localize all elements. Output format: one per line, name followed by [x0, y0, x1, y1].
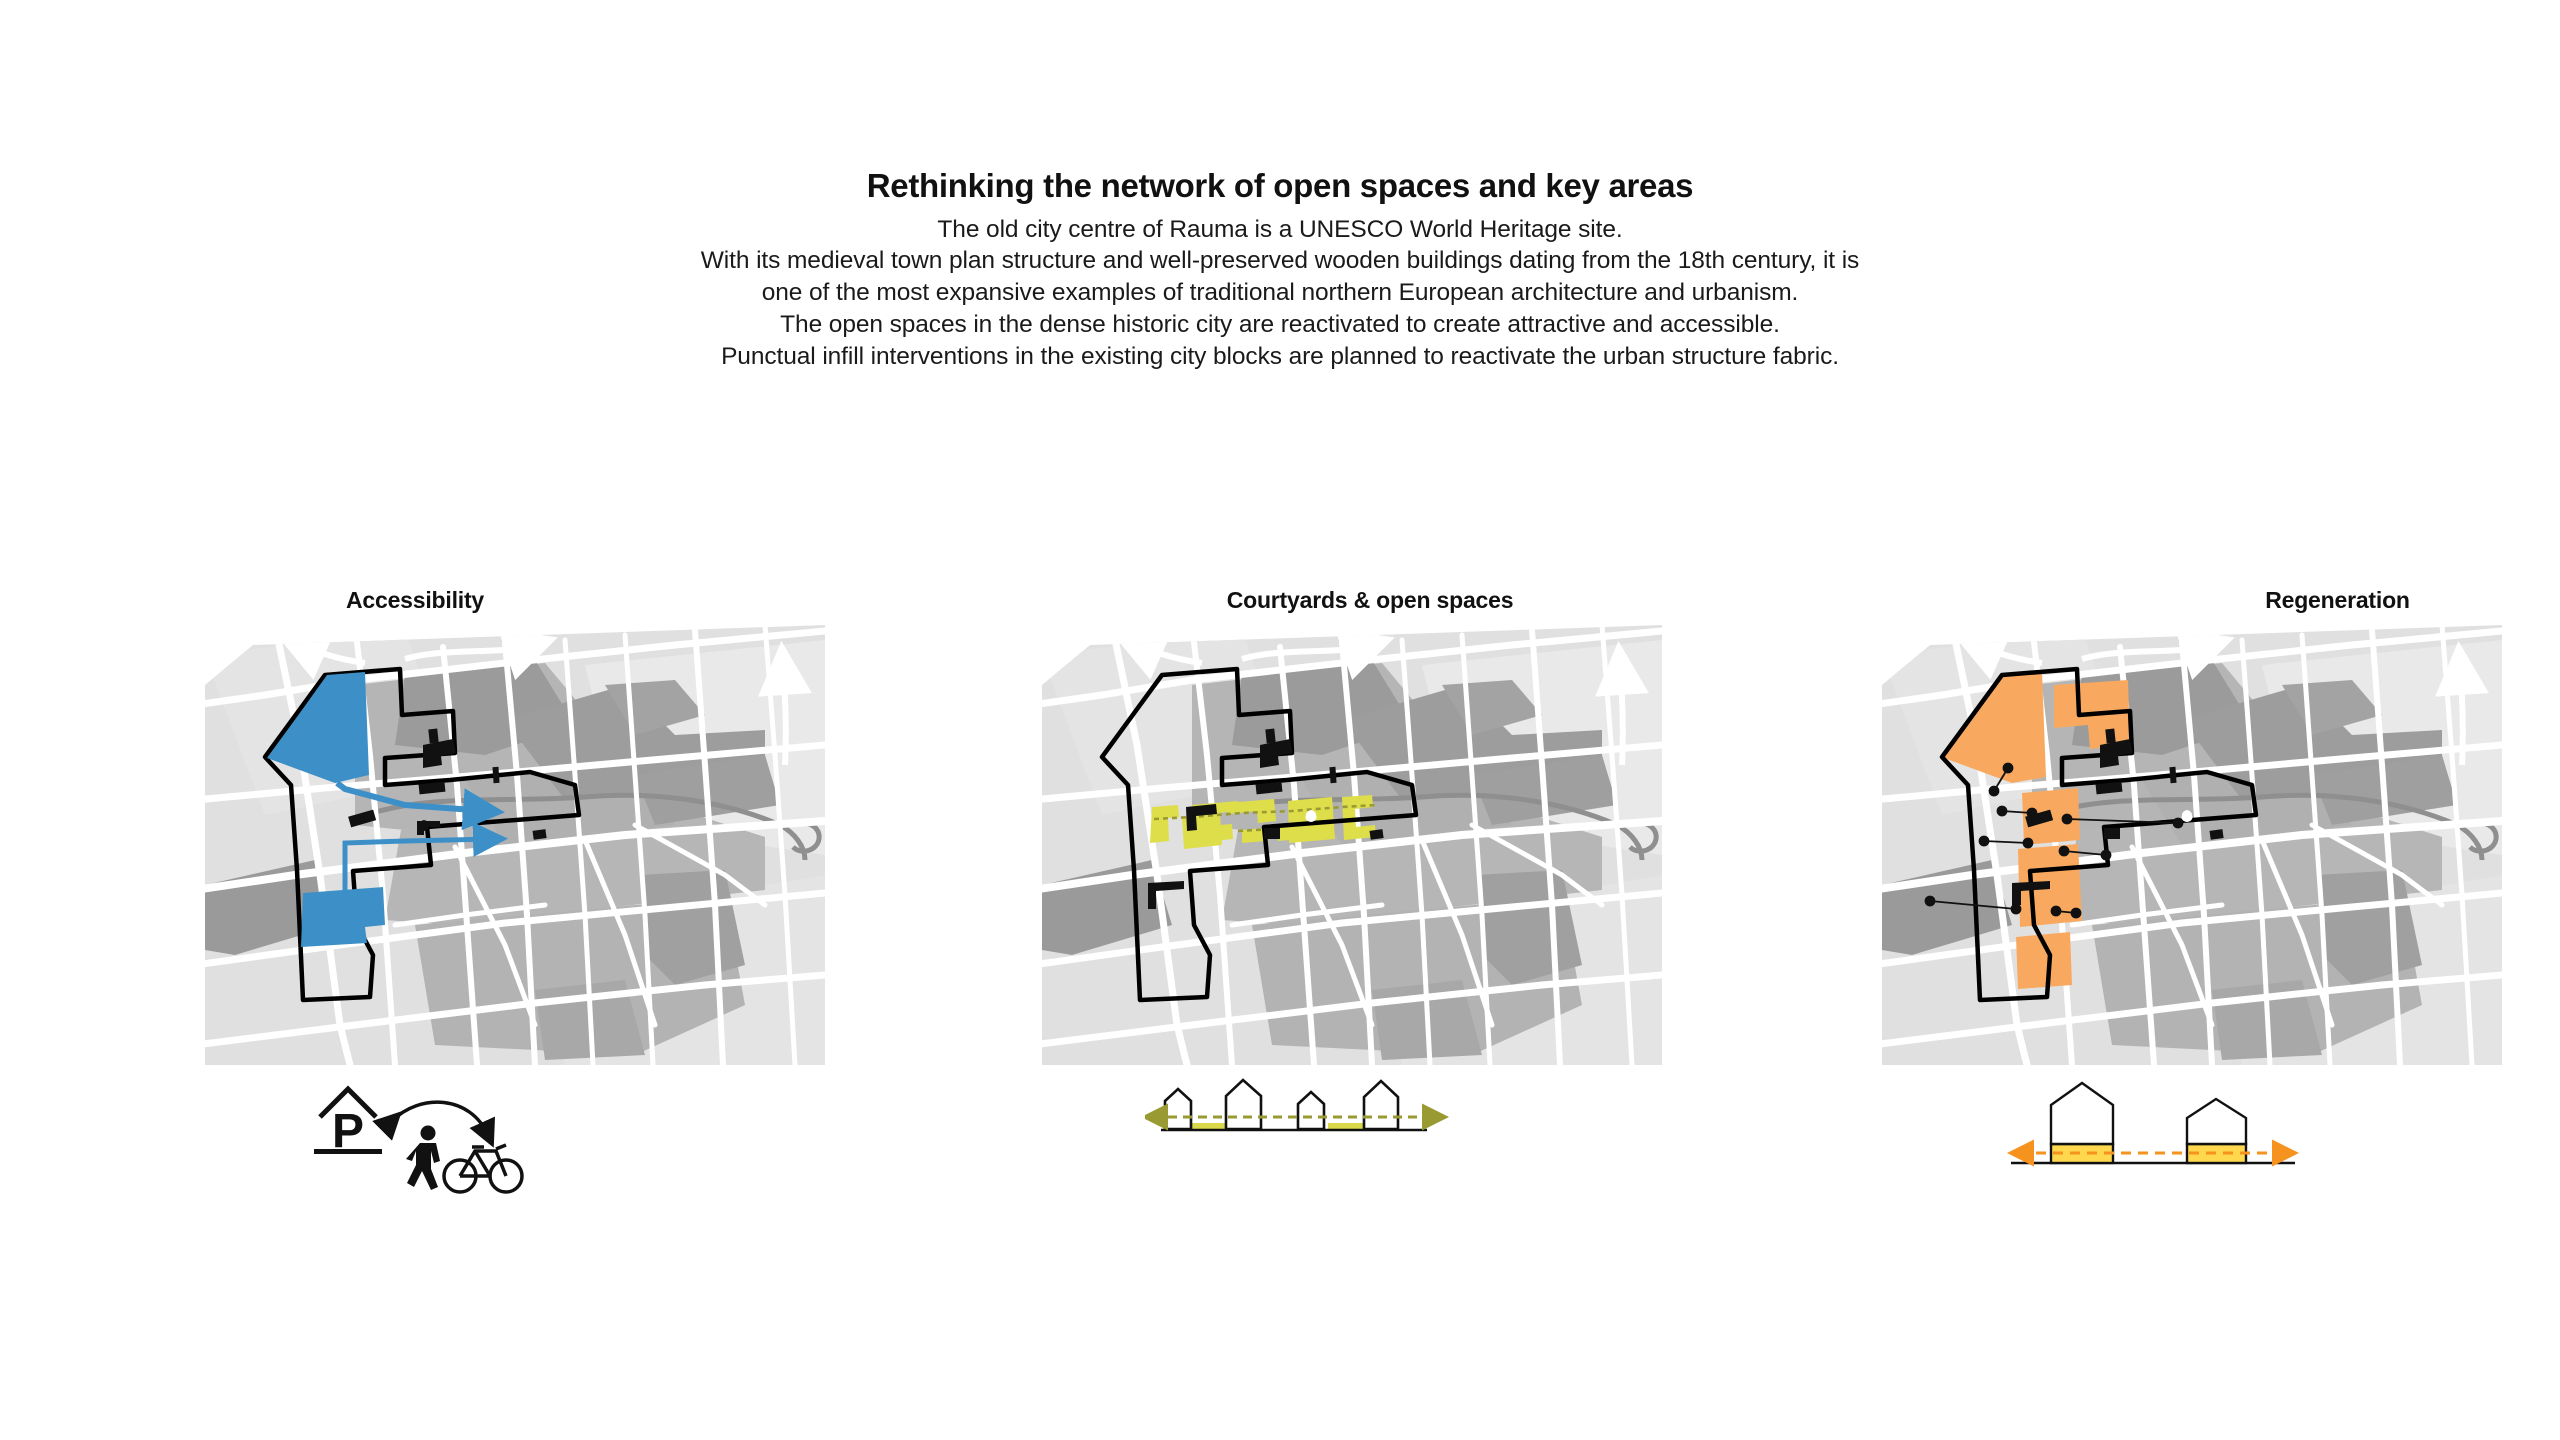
infill-ground-floor-icon: [2005, 1075, 2315, 1190]
pedestrian-icon: [406, 1126, 440, 1191]
panel-accessibility: [155, 585, 855, 1158]
arrow-north-icon: [2460, 665, 2463, 765]
map-svg-courtyards: [1042, 625, 1662, 1065]
description-line-5: Punctual infill interventions in the existing city blocks are planned to reactivate the urban structure fabric.: [721, 343, 1839, 370]
house-outline-2: [2187, 1099, 2246, 1144]
header-block: [0, 168, 2560, 373]
courtyard-section-icon: [1145, 1075, 1455, 1145]
description-line-1: The old city centre of Rauma is a UNESCO World Heritage site.: [937, 215, 1623, 243]
page-title: Rethinking the network of open spaces and key areas: [866, 167, 1694, 204]
map-accessibility: [205, 625, 825, 1065]
transfer-arrow-icon: [392, 1102, 488, 1135]
house-outline-1: [1165, 1089, 1191, 1129]
arrow-north-icon: [783, 665, 786, 765]
icon-regeneration: [2005, 1075, 2315, 1190]
house-outline-1: [2051, 1083, 2113, 1144]
description-line-3: one of the most expansive examples of traditional northern European architecture and urbanism.: [761, 279, 1799, 307]
panel-row: [0, 585, 2560, 1385]
courtyard-ground-fill: [1191, 1123, 1364, 1129]
icon-accessibility: [310, 1075, 540, 1205]
panel-title-regeneration: Regeneration: [2265, 587, 2410, 613]
park-and-walk-bike-icon: [310, 1075, 540, 1205]
map-svg-accessibility: [205, 625, 825, 1065]
map-svg-regeneration: [1882, 625, 2502, 1065]
house-1: [2051, 1083, 2113, 1163]
bicycle-icon: [444, 1145, 522, 1192]
map-courtyards: [1042, 625, 1662, 1065]
house-outline-2: [1226, 1080, 1261, 1129]
panel-title-courtyards: Courtyards & open spaces: [1226, 587, 1514, 613]
arrow-north-icon: [1620, 665, 1623, 765]
panel-courtyards: [1030, 585, 1730, 625]
map-regeneration: [1882, 625, 2502, 1065]
house-outlines: [1165, 1080, 1398, 1129]
house-outline-3: [1298, 1092, 1324, 1129]
description-line-4: The open spaces in the dense historic city are reactivated to create attractive and accessible.: [780, 311, 1780, 339]
description-line-2: With its medieval town plan structure and well-preserved wooden buildings dating from the 18th century, it is: [700, 247, 1860, 275]
panel-title-accessibility: Accessibility: [345, 587, 485, 613]
header-description: [0, 214, 2560, 373]
parking-letter: P: [331, 1105, 365, 1158]
icon-courtyards: [1145, 1075, 1455, 1145]
house-outline-4: [1364, 1081, 1398, 1129]
panel-regeneration: [1900, 585, 2560, 625]
